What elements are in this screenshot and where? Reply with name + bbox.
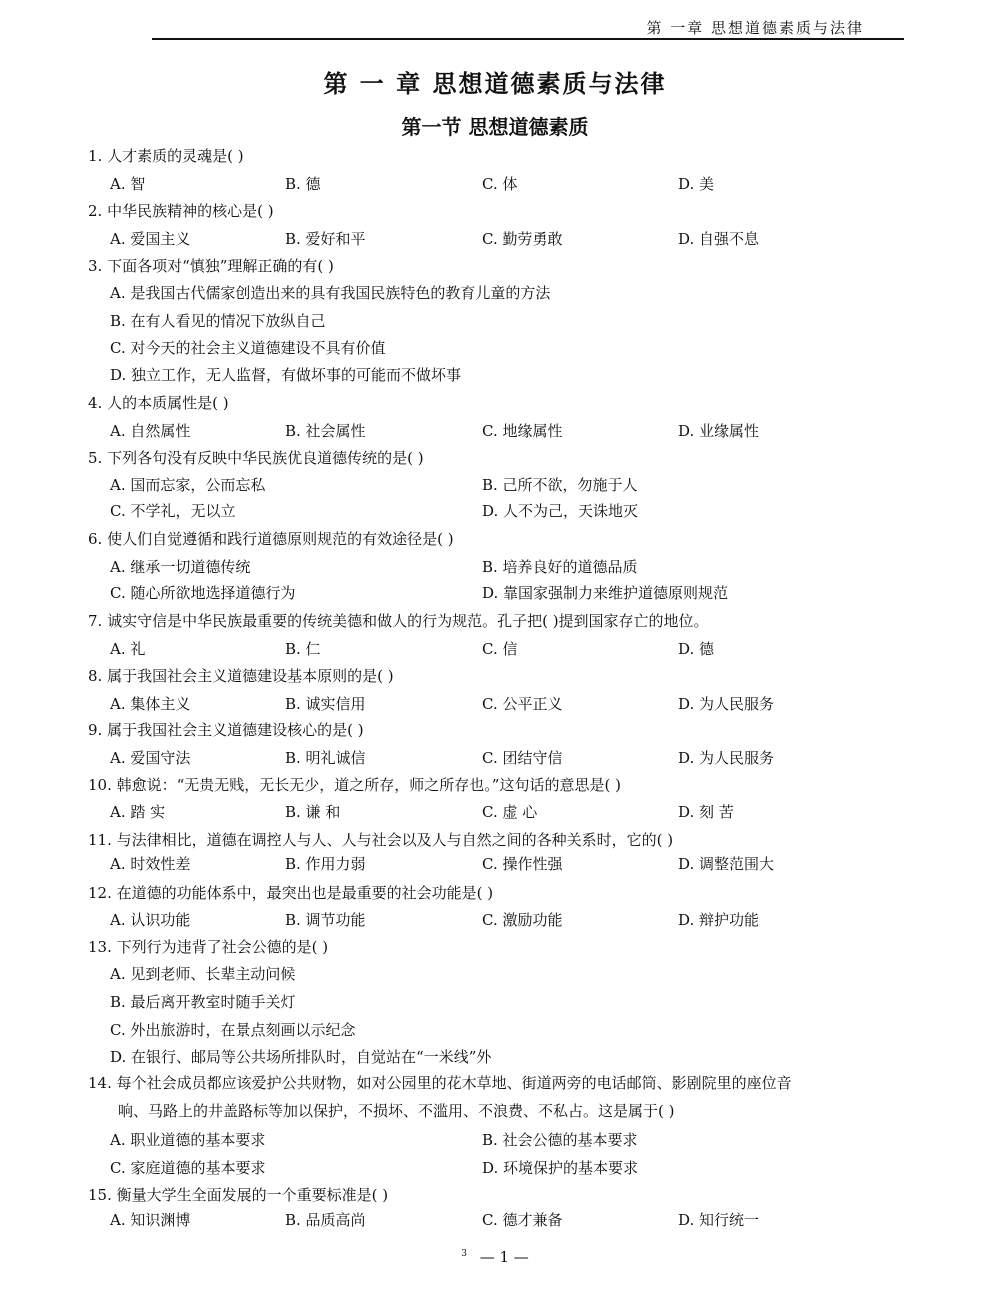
option-b: B. 作用力弱 <box>285 855 366 873</box>
option-a: A. 踏 实 <box>110 803 166 821</box>
option-a: A. 集体主义 <box>110 695 191 713</box>
question-stem: 1. 人才素质的灵魂是( ) <box>88 147 244 165</box>
option-d: D. 独立工作，无人监督，有做坏事的可能而不做坏事 <box>110 366 462 384</box>
option-a: A. 自然属性 <box>110 422 191 440</box>
question-stem: 8. 属于我国社会主义道德建设基本原则的是( ) <box>88 667 394 685</box>
option-d: D. 刻 苦 <box>678 803 734 821</box>
option-c: C. 随心所欲地选择道德行为 <box>110 584 296 602</box>
option-d: D. 环境保护的基本要求 <box>482 1159 639 1177</box>
option-d: D. 辩护功能 <box>678 911 760 929</box>
option-d: D. 调整范围大 <box>678 855 775 873</box>
question-stem: 14. 每个社会成员都应该爱护公共财物，如对公园里的花木草地、街道两旁的电话邮筒、影剧院里的座位音 <box>88 1074 792 1092</box>
option-d: D. 人不为己，天诛地灭 <box>482 502 639 520</box>
option-b: B. 德 <box>285 175 321 193</box>
question-stem: 4. 人的本质属性是( ) <box>88 394 229 412</box>
option-a: A. 爱国守法 <box>110 749 191 767</box>
question-stem: 10. 韩愈说：“无贵无贱，无长无少，道之所存，师之所存也。”这句话的意思是( ) <box>88 776 621 794</box>
footer-mark: 3 <box>461 1249 467 1259</box>
option-d: D. 靠国家强制力来维护道德原则规范 <box>482 584 729 602</box>
option-b: B. 己所不欲，勿施于人 <box>482 476 638 494</box>
option-a: A. 见到老师、长辈主动问候 <box>110 965 296 983</box>
question-stem: 6. 使人们自觉遵循和践行道德原则规范的有效途径是( ) <box>88 530 454 548</box>
option-c: C. 团结守信 <box>482 749 563 767</box>
option-c: C. 对今天的社会主义道德建设不具有价值 <box>110 339 386 357</box>
option-d: D. 业缘属性 <box>678 422 760 440</box>
option-d: D. 知行统一 <box>678 1211 760 1229</box>
option-a: A. 国而忘家，公而忘私 <box>110 476 266 494</box>
option-c: C. 虚 心 <box>482 803 538 821</box>
question-stem: 15. 衡量大学生全面发展的一个重要标准是( ) <box>88 1186 389 1204</box>
option-c: C. 地缘属性 <box>482 422 563 440</box>
page-number: — 1 — <box>479 1248 529 1266</box>
option-b: B. 仁 <box>285 640 321 658</box>
option-c: C. 公平正义 <box>482 695 563 713</box>
option-a: A. 继承一切道德传统 <box>110 558 251 576</box>
option-b: B. 社会公德的基本要求 <box>482 1131 638 1149</box>
option-c: C. 体 <box>482 175 518 193</box>
option-a: A. 知识渊博 <box>110 1211 191 1229</box>
question-stem: 11. 与法律相比，道德在调控人与人、人与社会以及人与自然之间的各种关系时，它的( ) <box>88 831 674 849</box>
option-c: C. 外出旅游时，在景点刻画以示纪念 <box>110 1021 356 1039</box>
option-a: A. 爱国主义 <box>110 230 191 248</box>
option-a: A. 是我国古代儒家创造出来的具有我国民族特色的教育儿童的方法 <box>110 284 551 302</box>
option-d: D. 德 <box>678 640 715 658</box>
option-c: C. 不学礼，无以立 <box>110 502 236 520</box>
option-b: B. 社会属性 <box>285 422 366 440</box>
option-d: D. 美 <box>678 175 715 193</box>
section-title: 第一节 思想道德素质 <box>401 115 589 139</box>
option-b: B. 在有人看见的情况下放纵自己 <box>110 312 326 330</box>
option-a: A. 智 <box>110 175 146 193</box>
option-d: D. 为人民服务 <box>678 749 775 767</box>
question-stem: 5. 下列各句没有反映中华民族优良道德传统的是( ) <box>88 449 424 467</box>
option-c: C. 信 <box>482 640 518 658</box>
option-b: B. 品质高尚 <box>285 1211 366 1229</box>
option-d: D. 在银行、邮局等公共场所排队时，自觉站在“一米线”外 <box>110 1048 492 1066</box>
question-stem: 9. 属于我国社会主义道德建设核心的是( ) <box>88 721 364 739</box>
option-c: C. 操作性强 <box>482 855 563 873</box>
option-c: C. 德才兼备 <box>482 1211 563 1229</box>
option-b: B. 爱好和平 <box>285 230 366 248</box>
option-b: B. 最后离开教室时随手关灯 <box>110 993 296 1011</box>
page-footer <box>0 1248 990 1266</box>
option-a: A. 认识功能 <box>110 911 191 929</box>
option-a: A. 职业道德的基本要求 <box>110 1131 266 1149</box>
question-stem: 7. 诚实守信是中华民族最重要的传统美德和做人的行为规范。孔子把( )提到国家存亡的地位。 <box>88 612 709 630</box>
question-stem: 12. 在道德的功能体系中，最突出也是最重要的社会功能是( ) <box>88 884 494 902</box>
option-c: C. 勤劳勇敢 <box>482 230 563 248</box>
option-b: B. 培养良好的道德品质 <box>482 558 638 576</box>
question-stem: 3. 下面各项对“慎独”理解正确的有( ) <box>88 257 334 275</box>
option-b: B. 诚实信用 <box>285 695 366 713</box>
option-a: A. 时效性差 <box>110 855 191 873</box>
option-d: D. 为人民服务 <box>678 695 775 713</box>
option-a: A. 礼 <box>110 640 146 658</box>
chapter-title: 第 一 章 思想道德素质与法律 <box>323 70 667 98</box>
question-stem: 2. 中华民族精神的核心是( ) <box>88 202 274 220</box>
question-stem-continued: 响、马路上的井盖路标等加以保护，不损坏、不滥用、不浪费、不私占。这是属于( ) <box>118 1102 675 1120</box>
option-c: C. 激励功能 <box>482 911 563 929</box>
option-b: B. 明礼诚信 <box>285 749 366 767</box>
header-text: 第 一章 思想道德素质与法律 <box>646 19 864 37</box>
option-d: D. 自强不息 <box>678 230 760 248</box>
question-stem: 13. 下列行为违背了社会公德的是( ) <box>88 938 329 956</box>
option-b: B. 谦 和 <box>285 803 341 821</box>
option-c: C. 家庭道德的基本要求 <box>110 1159 266 1177</box>
page-header <box>152 8 904 40</box>
option-b: B. 调节功能 <box>285 911 366 929</box>
